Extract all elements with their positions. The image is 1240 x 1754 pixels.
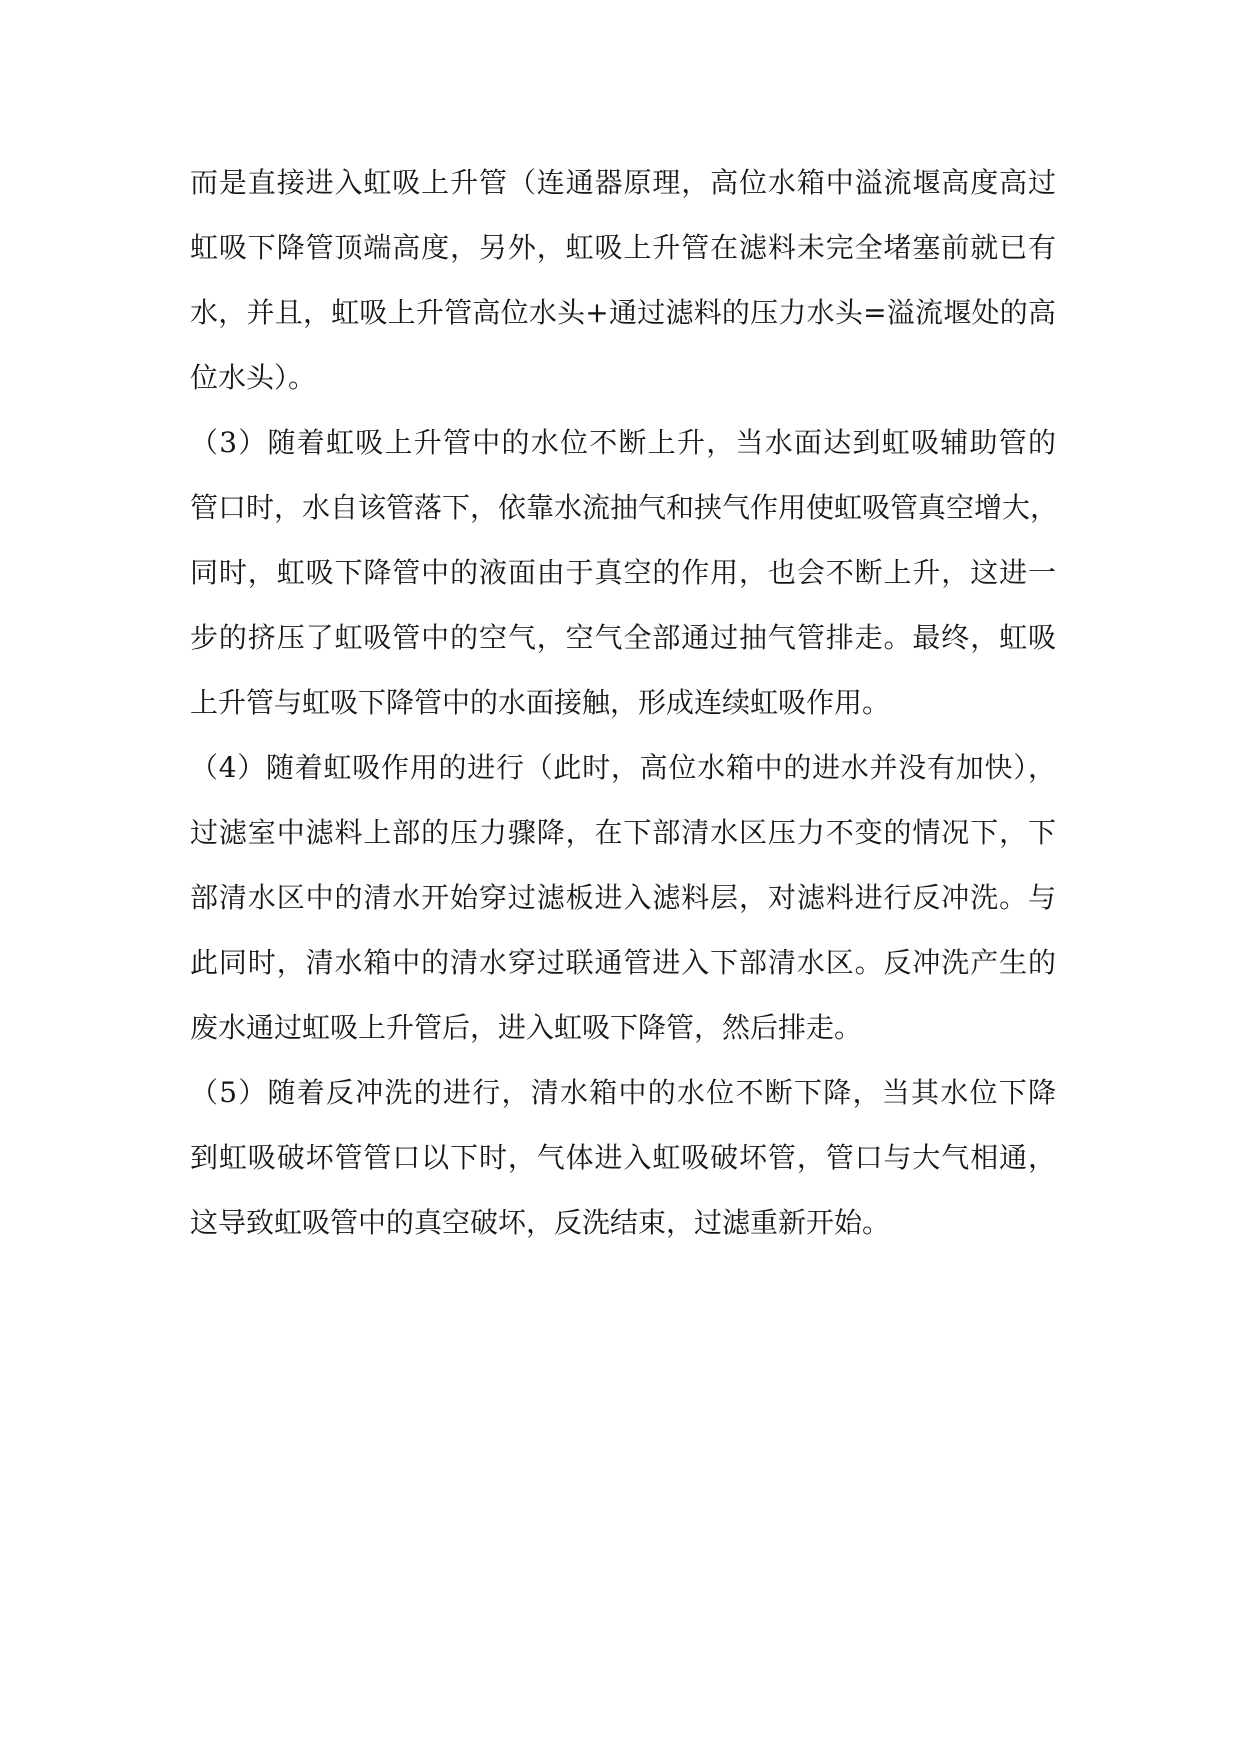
text-line: 这导致虹吸管中的真空破坏，反洗结束，过滤重新开始。 <box>190 1206 891 1239</box>
text-line: 位水头）。 <box>190 361 317 394</box>
text-line: 过滤室中滤料上部的压力骤降，在下部清水区压力不变的情况下，下 <box>190 816 1056 849</box>
text-line: 上升管与虹吸下降管中的水面接触，形成连续虹吸作用。 <box>190 686 891 719</box>
text-line: 水，并且，虹吸上升管高位水头+通过滤料的压力水头=溢流堰处的高 <box>190 296 1056 329</box>
paragraph-step-4 <box>190 749 1056 1074</box>
text-line: 同时，虹吸下降管中的液面由于真空的作用，也会不断上升，这进一 <box>190 556 1056 589</box>
paragraph-step-3 <box>190 424 1059 749</box>
text-line: （4）随着虹吸作用的进行（此时，高位水箱中的进水并没有加快）， <box>190 751 1056 784</box>
text-line: 废水通过虹吸上升管后，进入虹吸下降管，然后排走。 <box>190 1011 863 1044</box>
text-line: 虹吸下降管顶端高度，另外，虹吸上升管在滤料未完全堵塞前就已有 <box>190 231 1056 264</box>
text-line: 此同时，清水箱中的清水穿过联通管进入下部清水区。反冲洗产生的 <box>190 946 1056 979</box>
body-text <box>190 164 1059 1269</box>
paragraph-continuation <box>190 164 1056 424</box>
text-line: 而是直接进入虹吸上升管（连通器原理，高位水箱中溢流堰高度高过 <box>190 166 1056 199</box>
text-line: （3）随着虹吸上升管中的水位不断上升，当水面达到虹吸辅助管的 <box>190 426 1056 459</box>
text-line: 到虹吸破坏管管口以下时，气体进入虹吸破坏管，管口与大气相通， <box>190 1141 1056 1174</box>
text-line: （5）随着反冲洗的进行，清水箱中的水位不断下降，当其水位下降 <box>190 1076 1056 1109</box>
text-line: 部清水区中的清水开始穿过滤板进入滤料层，对滤料进行反冲洗。与 <box>190 881 1056 914</box>
paragraph-step-5 <box>190 1074 1056 1269</box>
text-line: 步的挤压了虹吸管中的空气，空气全部通过抽气管排走。最终，虹吸 <box>190 621 1056 654</box>
text-line: 管口时，水自该管落下，依靠水流抽气和挟气作用使虹吸管真空增大， <box>190 491 1059 524</box>
